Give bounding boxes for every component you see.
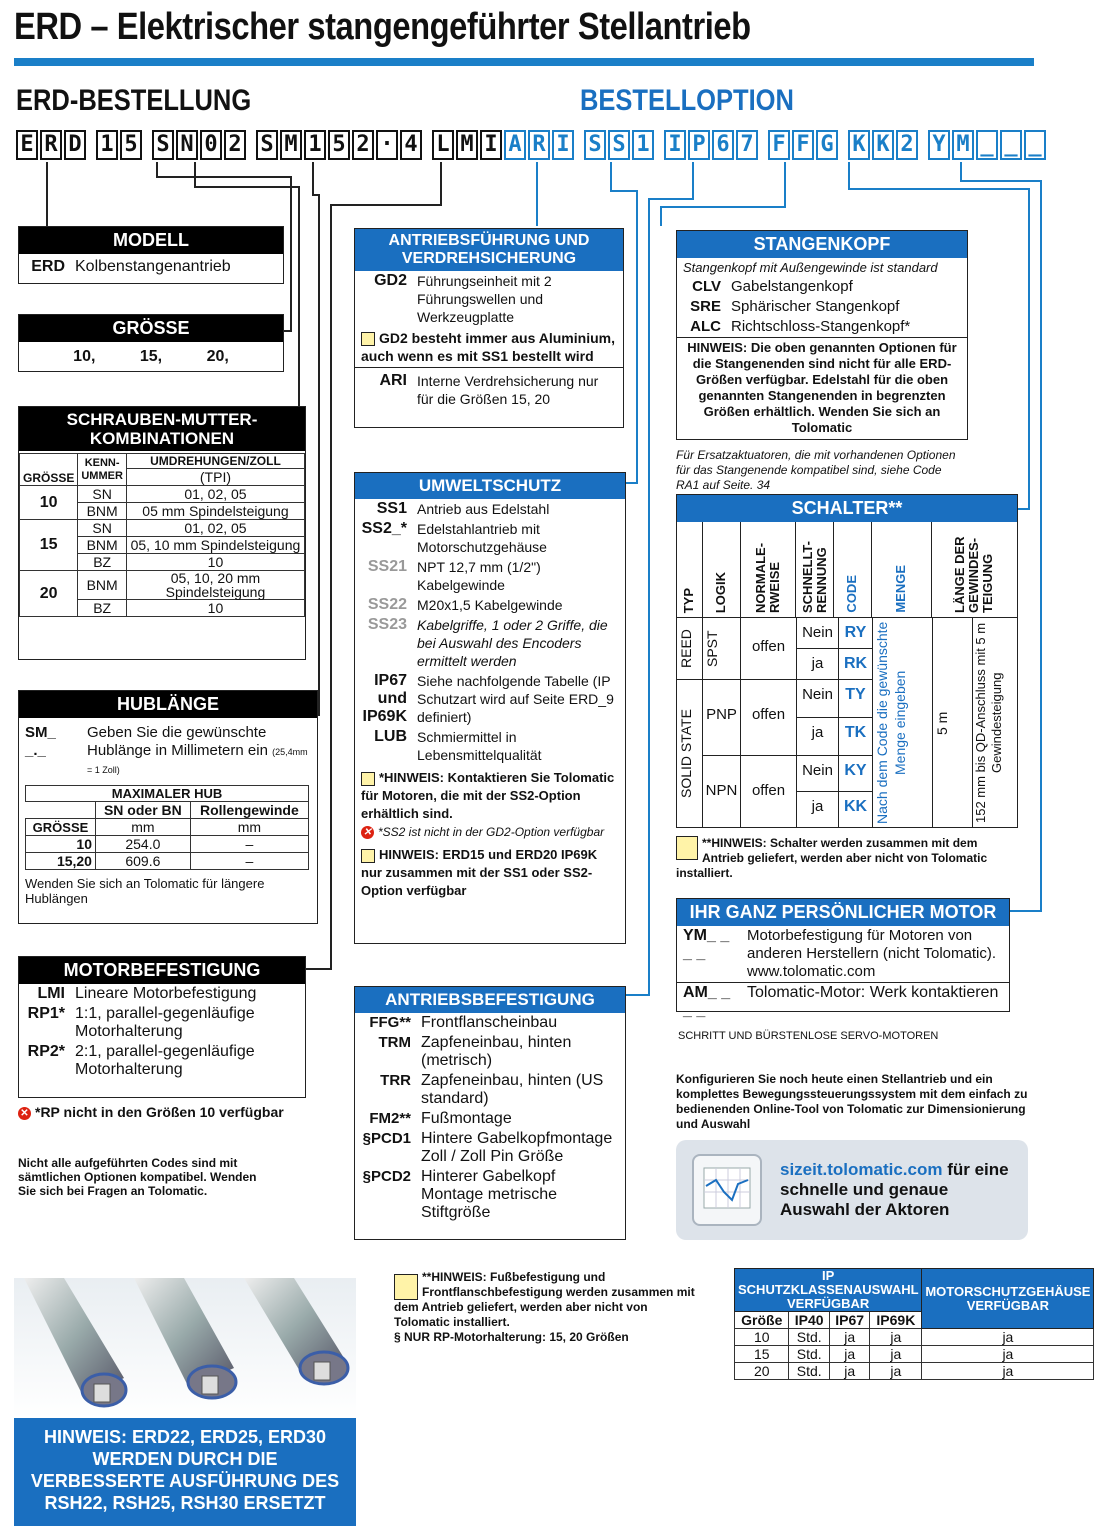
ip-col: IP69K <box>870 1312 922 1329</box>
befestigung-note2-text: § NUR RP-Motorhalterung: 15, 20 Größen <box>394 1330 629 1344</box>
motor-desc: Lineare Motorbefestigung <box>75 985 257 1002</box>
schalter-col-headers <box>677 522 1017 618</box>
code-char: K <box>848 130 870 160</box>
hub-unit: mm <box>190 819 308 836</box>
table-cell: ja <box>922 1329 1094 1346</box>
schalter-code: TK <box>839 718 873 756</box>
befestigung-code: TRM <box>378 1034 411 1051</box>
note-icon <box>394 1274 418 1300</box>
befestigung-row <box>355 1033 625 1071</box>
table-cell: Std. <box>789 1329 829 1346</box>
code-char: S <box>584 130 606 160</box>
table-cell: ja <box>922 1346 1094 1363</box>
size-15: 15 <box>20 520 78 571</box>
schalter-offen: offen <box>741 680 797 756</box>
umwelt-note1-text: *HINWEIS: Kontaktieren Sie Tolomatic für Motoren, die mit der SS2-Option erhältlich sind. <box>361 770 615 821</box>
umwelt-header: UMWELTSCHUTZ <box>355 473 625 499</box>
schalter-col-header <box>677 522 703 617</box>
motor-header: MOTORBEFESTIGUNG <box>19 957 305 984</box>
schalter-col-label: LOGIK <box>713 571 729 613</box>
stangenkopf-header: STANGENKOPF <box>677 231 967 258</box>
modell-code: ERD <box>31 258 65 275</box>
groesse-values: 10, 15, 20, <box>73 348 229 365</box>
code-gap <box>144 130 152 160</box>
motor-code: RP1* <box>27 1005 65 1022</box>
befestigung-code: §PCD1 <box>362 1130 411 1147</box>
warning-icon: ✕ <box>361 826 374 839</box>
motor-desc: 1:1, parallel-gegenläufige Motorhalterung <box>75 1005 255 1040</box>
schalter-code: RY <box>839 618 873 649</box>
order-heading: ERD-BESTELLUNG <box>16 84 252 117</box>
code-char: I <box>480 130 502 160</box>
befestigung-note-text: **HINWEIS: Fußbefestigung und Frontflanschbefestigung werden zusammen mit dem Antrieb geliefert, werden aber nicht von Tolomatic installiert. <box>394 1270 695 1329</box>
fuehrung-box <box>354 228 624 428</box>
code-char: R <box>528 130 550 160</box>
warning-icon: ✕ <box>18 1107 31 1120</box>
schalter-npn: NPN <box>703 756 741 828</box>
code-char: F <box>768 130 790 160</box>
schalter-schnell: ja <box>797 649 839 680</box>
umwelt-desc: NPT 12,7 mm (1/2") Kabelgewinde <box>417 559 541 593</box>
schraube-header: SCHRAUBEN-MUTTER-KOMBINATIONEN <box>19 407 305 451</box>
col-groesse: GRÖSSE <box>20 454 78 486</box>
chart-icon <box>692 1154 762 1226</box>
schalter-box <box>676 494 1018 828</box>
col-kennummer: KENN-UMMER <box>78 454 127 486</box>
umwelt-note2-text: *SS2 ist nicht in der GD2-Option verfügbar <box>378 825 605 839</box>
schalter-laenge: 5 m <box>934 711 950 735</box>
col-umdrehungen: UMDREHUNGEN/ZOLL <box>126 454 304 469</box>
note-icon <box>361 332 375 346</box>
table-cell: ja <box>870 1346 922 1363</box>
code-char: P <box>688 130 710 160</box>
umwelt-desc: M20x1,5 Kabelgewinde <box>417 597 563 613</box>
code-char: 2 <box>224 130 246 160</box>
code-gap <box>840 130 848 160</box>
umwelt-row <box>355 519 625 557</box>
befestigung-row <box>355 1167 625 1223</box>
befestigung-box <box>354 986 626 1240</box>
am-desc: Tolomatic-Motor: Werk kontaktieren <box>747 984 999 1001</box>
code-char: 1 <box>632 130 654 160</box>
stangenkopf-box <box>676 230 968 440</box>
stangenkopf-footer: Für Ersatzaktuatoren, die mit vorhandenen Optionen für das Stangenende kompatibel sind, siehe Code RA1 auf Seite. 34 <box>676 448 956 492</box>
hub-box <box>18 690 318 924</box>
schalter-offen: offen <box>741 756 797 828</box>
motor-desc: 2:1, parallel-gegenläufige Motorhalterung <box>75 1043 255 1078</box>
table-cell: ja <box>829 1329 869 1346</box>
hub-size-label: GRÖSSE <box>26 819 96 836</box>
table-cell: 10 <box>126 554 304 571</box>
umwelt-desc: Edelstahlantrieb mit Motorschutzgehäuse <box>417 521 547 555</box>
ym-code: YM_ _ _ _ <box>683 927 730 962</box>
code-char: 2 <box>352 130 374 160</box>
hub-col-sn: SN oder BN <box>95 802 190 819</box>
table-cell: BZ <box>78 554 127 571</box>
modell-box <box>18 226 284 284</box>
code-char: 0 <box>200 130 222 160</box>
hub-desc: Geben Sie die gewünschte Hublänge in Millimetern ein <box>87 724 268 759</box>
table-cell: 609.6 <box>95 853 190 870</box>
stangenkopf-code: ALC <box>690 318 721 335</box>
motor-box <box>18 956 306 1098</box>
ari-code: ARI <box>379 372 407 389</box>
code-char: M <box>280 130 302 160</box>
code-char: D <box>64 130 86 160</box>
code-gap <box>576 130 584 160</box>
stangenkopf-desc: Richtschloss-Stangenkopf* <box>731 318 911 335</box>
table-cell: BNM <box>78 571 127 600</box>
befestigung-desc: Zapfeneinbau, hinten (metrisch) <box>421 1034 572 1069</box>
schalter-col-label: TYP <box>681 587 697 613</box>
ari-desc: Interne Verdrehsicherung nur für die Größen 15, 20 <box>417 373 599 407</box>
code-gap <box>424 130 432 160</box>
schalter-gewinde: 152 mm bis QD-Anschluss mit 5 m Gewindesteigung <box>973 622 1004 824</box>
code-char: 7 <box>736 130 758 160</box>
umwelt-row <box>355 499 625 519</box>
sizeit-link[interactable]: sizeit.tolomatic.com <box>780 1160 943 1179</box>
umwelt-row <box>355 595 625 615</box>
code-char: 4 <box>400 130 422 160</box>
table-cell: SN <box>78 486 127 503</box>
hub-footer: Wenden Sie sich an Tolomatic für längere Hublängen <box>25 876 265 906</box>
gd2-note-text: GD2 besteht immer aus Aluminium, auch wenn es mit SS1 bestellt wird <box>361 330 615 364</box>
schraube-box <box>18 406 306 660</box>
motor-note <box>18 1104 284 1120</box>
table-cell: – <box>190 836 308 853</box>
option-heading: BESTELLOPTION <box>580 84 794 117</box>
code-char: 5 <box>120 130 142 160</box>
befestigung-desc: Hintere Gabelkopfmontage Zoll / Zoll Pin Größe <box>421 1130 613 1165</box>
sizeit-box[interactable] <box>676 1140 1028 1240</box>
table-cell: 15 <box>735 1346 789 1363</box>
actuator-photo <box>14 1278 356 1418</box>
hub-table-title: MAXIMALER HUB <box>26 786 309 802</box>
schalter-col-label: CODE <box>844 575 860 613</box>
code-char: K <box>872 130 894 160</box>
schalter-col-header <box>834 522 872 617</box>
code-char: I <box>552 130 574 160</box>
code-char: L <box>432 130 454 160</box>
modell-desc: Kolbenstangenantrieb <box>75 258 231 275</box>
code-char: 1 <box>96 130 118 160</box>
schalter-body <box>677 618 1017 828</box>
umwelt-desc: Kabelgriffe, 1 oder 2 Griffe, die bei Auswahl des Encoders ermittelt werden <box>417 617 608 669</box>
befestigung-code: TRR <box>380 1072 411 1089</box>
motor-note-text: *RP nicht in den Größen 10 verfügbar <box>35 1104 284 1120</box>
befestigung-row <box>355 1129 625 1167</box>
schalter-col-header <box>872 522 932 617</box>
umwelt-code: SS21 <box>367 558 407 575</box>
befestigung-code: FFG** <box>369 1014 411 1031</box>
code-char: E <box>16 130 38 160</box>
schalter-reed: REED <box>678 629 694 669</box>
table-cell: 15,20 <box>26 853 96 870</box>
code-gap <box>88 130 96 160</box>
table-cell: 10 <box>26 836 96 853</box>
code-gap <box>656 130 664 160</box>
table-cell: SN <box>78 520 127 537</box>
am-code: AM_ _ _ _ <box>683 984 731 1019</box>
table-cell: – <box>190 853 308 870</box>
title-divider <box>14 58 1034 66</box>
table-cell: ja <box>829 1346 869 1363</box>
schalter-spst: SPST <box>704 630 720 668</box>
befestigung-row <box>355 1109 625 1129</box>
code-char: 6 <box>712 130 734 160</box>
befestigung-row <box>355 1013 625 1033</box>
motor-code: RP2* <box>27 1043 65 1060</box>
umwelt-note2 <box>355 823 625 842</box>
befestigung-note <box>394 1270 704 1345</box>
umwelt-desc: Siehe nachfolgende Tabelle (IP Schutzart wird auf Seite ERD_9 definiert) <box>417 673 614 725</box>
fuehrung-header: ANTRIEBSFÜHRUNG UND VERDREHSICHERUNG <box>355 229 623 271</box>
umwelt-row <box>355 615 625 671</box>
befestigung-code: FM2** <box>369 1110 411 1127</box>
hub-code: SM_ _._ <box>25 724 56 759</box>
table-cell: Std. <box>789 1346 829 1363</box>
page-title: ERD – Elektrischer stangengeführter Stellantrieb <box>14 6 751 48</box>
befestigung-desc: Fußmontage <box>421 1110 512 1127</box>
code-char: F <box>792 130 814 160</box>
schalter-col-label: SCHNELLT-RENNUNG <box>799 541 829 613</box>
table-row <box>735 1363 1094 1380</box>
schalter-solid: SOLID STATE <box>678 709 694 799</box>
schalter-code: RK <box>839 649 873 680</box>
befestigung-code: §PCD2 <box>362 1168 411 1185</box>
ip-header: IP SCHUTZKLASSENAUSWAHL VERFÜGBAR <box>735 1269 922 1312</box>
schalter-menge: Nach dem Code die gewünschte Menge eingeben <box>874 621 908 825</box>
gd2-note <box>355 327 623 368</box>
schalter-col-header <box>703 522 741 617</box>
table-cell: 10 <box>126 600 304 617</box>
befestigung-row <box>355 1071 625 1109</box>
table-cell: 05, 10, 20 mm Spindelsteigung <box>126 571 304 600</box>
hub-header: HUBLÄNGE <box>19 691 317 718</box>
befestigung-rows <box>355 1013 625 1223</box>
befestigung-header: ANTRIEBSBEFESTIGUNG <box>355 987 625 1013</box>
umwelt-row <box>355 557 625 595</box>
code-char: · <box>376 130 398 160</box>
code-char: 5 <box>328 130 350 160</box>
hub-unit: mm <box>95 819 190 836</box>
code-char: I <box>664 130 686 160</box>
table-cell: BNM <box>78 503 127 520</box>
table-cell: 10 <box>735 1329 789 1346</box>
umwelt-code: SS2_* <box>361 520 407 537</box>
schalter-col-label: NORMALE-RWEISE <box>752 542 782 613</box>
table-cell: BNM <box>78 537 127 554</box>
schalter-schnell: Nein <box>797 618 839 649</box>
table-cell: 01, 02, 05 <box>126 486 304 503</box>
ym-desc: Motorbefestigung für Motoren von anderen Herstellern (nicht Tolomatic). www.tolomatic.com <box>747 927 997 980</box>
schraube-table <box>19 453 305 617</box>
note-icon <box>676 836 698 860</box>
code-char: S <box>608 130 630 160</box>
code-char: _ <box>1000 130 1022 160</box>
gd2-desc: Führungseinheit mit 2 Führungswellen und Werkzeugplatte <box>417 273 552 325</box>
code-char: N <box>176 130 198 160</box>
ip-table <box>734 1268 1094 1380</box>
table-cell: 01, 02, 05 <box>126 520 304 537</box>
code-char: A <box>504 130 526 160</box>
order-code-boxes <box>16 130 504 160</box>
umwelt-code: SS1 <box>376 500 407 517</box>
code-gap <box>760 130 768 160</box>
table-cell: Std. <box>789 1363 829 1380</box>
note-icon <box>361 849 375 863</box>
umwelt-note3-text: HINWEIS: ERD15 und ERD20 IP69K nur zusammen mit der SS1 oder SS2-Option verfügbar <box>361 847 598 898</box>
size-10: 10 <box>20 486 78 520</box>
table-cell: ja <box>870 1329 922 1346</box>
schalter-schnell: ja <box>797 792 839 828</box>
size-20: 20 <box>20 571 78 617</box>
schalter-header: SCHALTER** <box>677 495 1017 522</box>
config-text: Konfigurieren Sie noch heute einen Stellantrieb und ein komplettes Bewegungssteuerungssystem mit dem einfach zu bedienenden Online-Tool von Tolomatic zur Dimensionierung und Auswahl <box>676 1072 1028 1131</box>
table-cell: 254.0 <box>95 836 190 853</box>
umwelt-row <box>355 727 625 765</box>
ip-col: Größe <box>735 1312 789 1329</box>
code-char: Y <box>928 130 950 160</box>
stangenkopf-desc: Sphärischer Stangenkopf <box>731 298 900 315</box>
sizeit-text: für eine schnelle und genaue Auswahl der Aktoren <box>780 1160 1009 1219</box>
umwelt-code: IP67 und IP69K <box>362 672 407 725</box>
umwelt-code: SS22 <box>367 596 407 613</box>
umwelt-code: LUB <box>374 728 407 745</box>
code-gap <box>248 130 256 160</box>
ip-col: IP40 <box>789 1312 829 1329</box>
schalter-code: TY <box>839 680 873 718</box>
stangenkopf-note: HINWEIS: Die oben genannten Optionen für die Stangenenden sind nicht für alle ERD-Größen verfügbar. Edelstahl für die oben genannten Stangenenden in begrenzten Größen erhältlich. Wenden Sie sich an Tolomatic <box>677 337 967 438</box>
table-cell: 05 mm Spindelsteigung <box>126 503 304 520</box>
hub-table <box>25 785 309 870</box>
schalter-col-label: LÄNGE DER GEWINDES-TEIGUNG <box>952 536 996 613</box>
code-char: S <box>152 130 174 160</box>
groesse-box <box>18 314 284 372</box>
schalter-col-header <box>741 522 797 617</box>
motorschutz-header: MOTORSCHUTZGEHÄUSE VERFÜGBAR <box>922 1269 1094 1329</box>
ip-col: IP67 <box>829 1312 869 1329</box>
stangenkopf-intro: Stangenkopf mit Außengewinde ist standard <box>683 260 938 275</box>
table-cell: 05, 10 mm Spindelsteigung <box>126 537 304 554</box>
befestigung-desc: Hinterer Gabelkopf Montage metrische Stiftgröße <box>421 1168 558 1221</box>
schalter-code: KK <box>839 792 873 828</box>
groesse-header: GRÖSSE <box>19 315 283 342</box>
code-char: G <box>816 130 838 160</box>
schalter-schnell: Nein <box>797 680 839 718</box>
umwelt-note1 <box>355 765 625 823</box>
schalter-col-header <box>932 522 1017 617</box>
code-char: 2 <box>896 130 918 160</box>
befestigung-desc: Zapfeneinbau, hinten (US standard) <box>421 1072 604 1107</box>
hub-small: (25,4mm = 1 Zoll) <box>87 747 308 775</box>
table-cell: 20 <box>735 1363 789 1380</box>
table-cell: BZ <box>78 600 127 617</box>
schalter-note-text: **HINWEIS: Schalter werden zusammen mit dem Antrieb geliefert, werden aber nicht von Tolomatic installiert. <box>676 836 988 880</box>
code-char: M <box>952 130 974 160</box>
table-cell: ja <box>870 1363 922 1380</box>
umwelt-box <box>354 472 626 944</box>
stangenkopf-code: SRE <box>690 298 721 315</box>
schalter-code: KY <box>839 756 873 792</box>
note-icon <box>361 772 375 786</box>
schalter-col-header <box>796 522 834 617</box>
umwelt-row <box>355 671 625 727</box>
stangenkopf-code: CLV <box>692 278 721 295</box>
schalter-note <box>676 836 1018 881</box>
umwelt-rows <box>355 499 625 765</box>
schalter-schnell: Nein <box>797 756 839 792</box>
umwelt-code: SS23 <box>367 616 407 633</box>
stangenkopf-desc: Gabelstangenkopf <box>731 278 853 295</box>
hub-col-roll: Rollengewinde <box>190 802 308 819</box>
schalter-col-label: MENGE <box>893 565 909 613</box>
schalter-schnell: ja <box>797 718 839 756</box>
table-row <box>735 1329 1094 1346</box>
compat-note: Nicht alle aufgeführten Codes sind mit sämtlichen Optionen kompatibel. Wenden Sie sich bei Fragen an Tolomatic. <box>18 1156 257 1198</box>
schalter-offen: offen <box>741 618 797 680</box>
umwelt-desc: Schmiermittel in Lebensmittelqualität <box>417 729 542 763</box>
code-char: S <box>256 130 278 160</box>
gd2-code: GD2 <box>374 272 407 289</box>
modell-header: MODELL <box>19 227 283 254</box>
code-gap <box>920 130 928 160</box>
schalter-pnp: PNP <box>703 680 741 756</box>
persoenlich-box <box>676 898 1010 1019</box>
befestigung-desc: Frontflanscheinbau <box>421 1014 558 1031</box>
table-cell: ja <box>829 1363 869 1380</box>
option-code-boxes <box>504 130 1048 160</box>
hinweis-banner: HINWEIS: ERD22, ERD25, ERD30 WERDEN DURCH DIE VERBESSERTE AUSFÜHRUNG DES RSH22, RSH25, RSH30 ERSETZT <box>14 1418 356 1526</box>
code-char: R <box>40 130 62 160</box>
code-char: _ <box>976 130 998 160</box>
motor-code: LMI <box>37 985 65 1002</box>
table-row <box>735 1346 1094 1363</box>
code-char: _ <box>1024 130 1046 160</box>
servo-note: SCHRITT UND BÜRSTENLOSE SERVO-MOTOREN <box>678 1030 939 1042</box>
table-cell: ja <box>922 1363 1094 1380</box>
persoenlich-header: IHR GANZ PERSÖNLICHER MOTOR <box>677 899 1009 926</box>
col-tpi: (TPI) <box>126 469 304 486</box>
code-char: M <box>456 130 478 160</box>
code-char: 1 <box>304 130 326 160</box>
umwelt-desc: Antrieb aus Edelstahl <box>417 501 550 517</box>
umwelt-note3 <box>355 842 625 904</box>
